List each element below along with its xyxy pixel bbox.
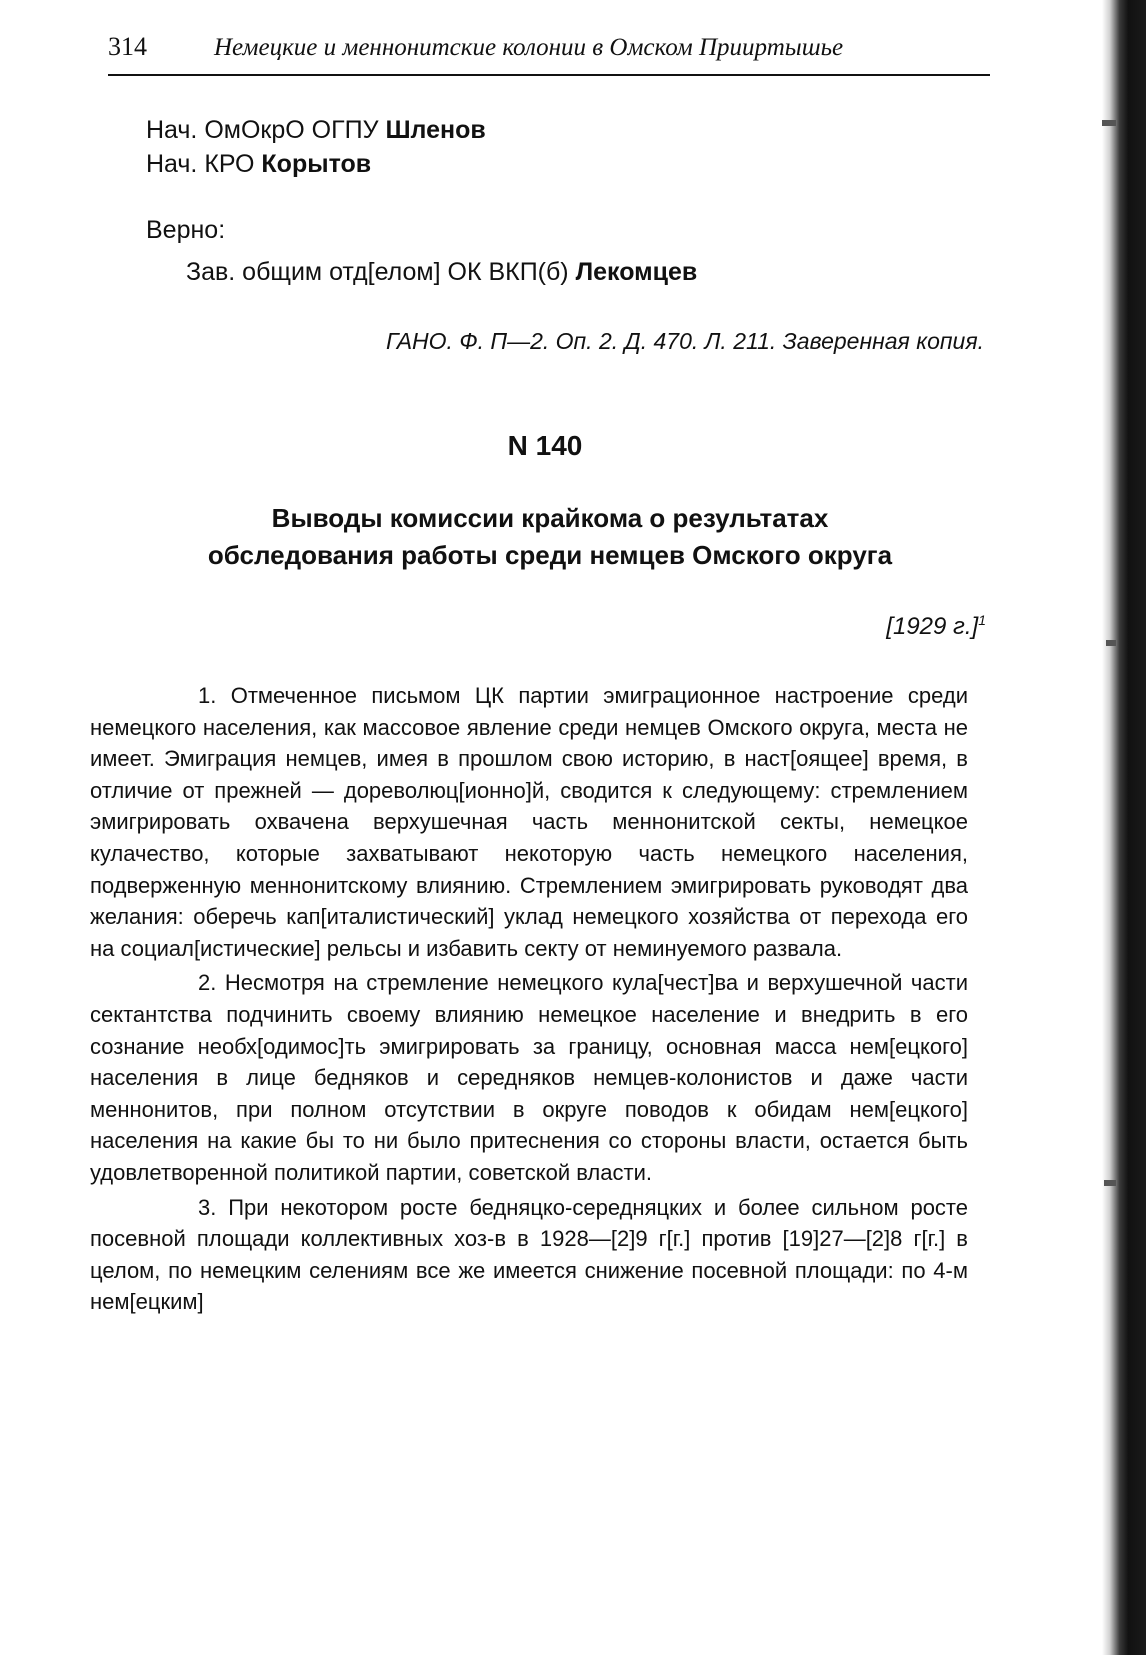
document-number: N 140 <box>507 430 583 461</box>
scan-speck <box>1106 640 1116 646</box>
certified-role: Зав. общим отд[елом] ОК ВКП(б) <box>186 258 569 286</box>
signature-line-2 <box>146 150 371 179</box>
running-head <box>108 30 990 76</box>
certified-label: Верно: <box>146 216 226 244</box>
paragraph: 1. Отмеченное письмом ЦК партии эмиграционное настроение среди немецкого населения, как массовое явление среди немцев Омского округа, места не имеет. Эмиграция немцев, имея в прошлом свою историю, в наст[оящее] время, в отличие от прежней — дореволюц[ионно]й, сводится к следующему: стремлением эмигрировать охвачена верхушечная часть меннонитской секты, немецкое кулачество, которые захватывают некоторую часть немецкого населения, подверженную меннонитскому влиянию. Стремлением эмигрировать руководят два желания: оберечь кап[италистический] уклад немецкого хозяйства от перехода его на социал[истические] рельсы и избавить секту от неминуемого развала. <box>90 683 968 961</box>
signature-role: Нач. КРО <box>146 150 255 178</box>
document-date <box>886 612 986 641</box>
certified-line <box>186 258 697 287</box>
paragraph: 3. При некотором росте бедняцко-середняцких и более сильном росте посевной площади коллективных хоз-в в 1928—[2]9 г[г.] против [19]27—[2]8 г[г.] в целом, по немецким селениям все же имеется снижение посевной площади: по 4-м нем[ецким] <box>90 1194 968 1315</box>
signature-name: Корытов <box>261 150 372 178</box>
signature-line-1 <box>146 116 486 145</box>
document-body <box>90 680 968 1321</box>
document-title-line: Выводы комиссии крайкома о результатах <box>271 503 829 533</box>
signature-role: Нач. ОмОкрО ОГПУ <box>146 116 379 144</box>
running-title: Немецкие и меннонитские колонии в Омском Прииртышье <box>214 34 844 61</box>
scan-page-edge <box>1102 0 1146 1655</box>
document-title <box>110 500 990 574</box>
scan-speck <box>1102 120 1116 126</box>
scan-speck <box>1104 1180 1116 1186</box>
document-date-text: [1929 г.] <box>886 613 979 640</box>
paragraph: 2. Несмотря на стремление немецкого кула[чест]ва и верхушечной части сектантства подчинить своему влиянию немецкое население и внедрить в его сознание необх[одимос]ть эмигрировать за границу, основная масса нем[ецкого] населения в лице бедняков и середняков немцев-колонистов и даже части меннонитов, при полном отсутствии в округе поводов к обидам нем[ецкого] населения на какие бы то ни было притеснения со стороны власти, остается быть удовлетворенной политикой партии, советской власти. <box>90 970 968 1185</box>
document-title-line: обследования работы среди немцев Омского округа <box>207 540 893 570</box>
footnote-marker: 1 <box>978 612 986 628</box>
certified-name: Лекомцев <box>575 258 698 286</box>
signature-name: Шленов <box>385 116 486 144</box>
page-number: 314 <box>108 32 147 61</box>
archival-source-note: ГАНО. Ф. П—2. Оп. 2. Д. 470. Л. 211. Заверенная копия. <box>386 328 984 354</box>
